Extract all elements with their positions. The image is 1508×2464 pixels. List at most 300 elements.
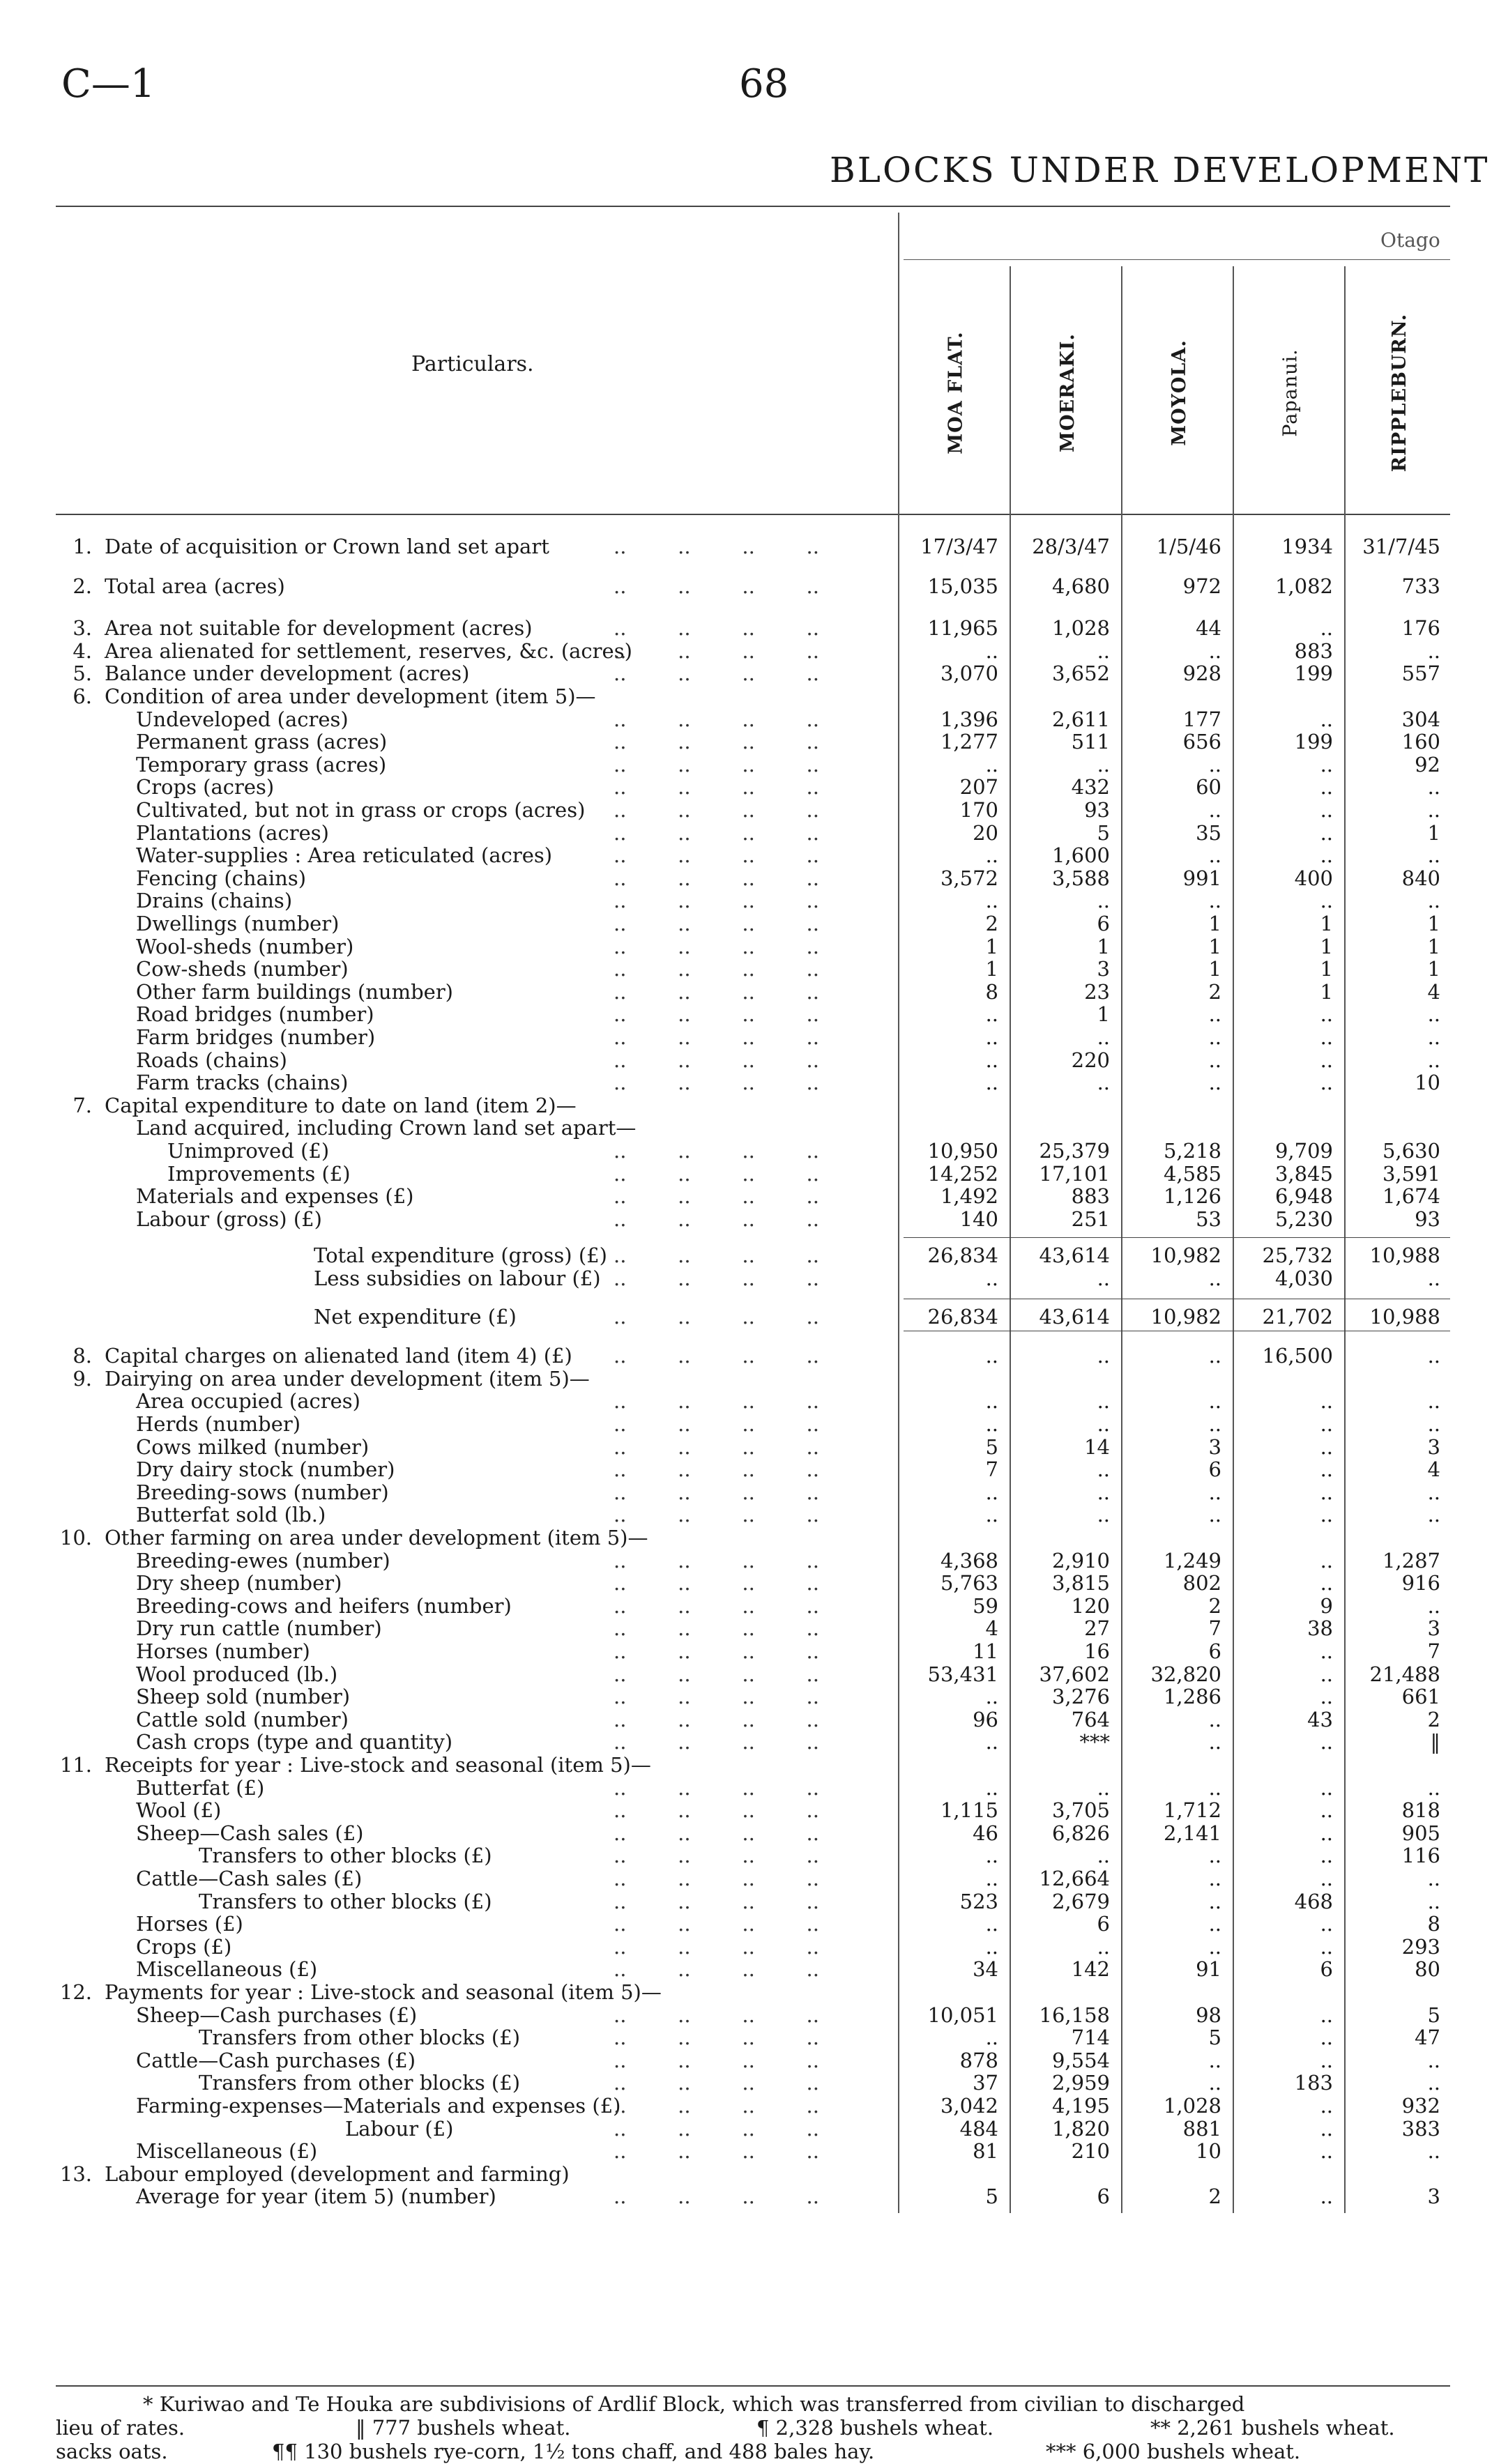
cell-value: ..	[1320, 2116, 1333, 2141]
table-row	[0, 889, 1508, 912]
cell-value: 3,591	[1382, 1161, 1440, 1186]
cell-value: ..	[1208, 1844, 1221, 1868]
total-rule	[904, 1237, 1450, 1238]
cell-value: 17/3/47	[920, 535, 998, 558]
item-number: 6.	[73, 684, 92, 708]
cell-value: ..	[985, 1844, 998, 1868]
row-label: Labour (gross) (£)	[136, 1207, 322, 1231]
cell-value: 928	[1182, 661, 1221, 686]
row-label: Unimproved (£)	[167, 1139, 330, 1163]
cell-value: ..	[1427, 1867, 1440, 1890]
cell-value: ..	[1208, 798, 1221, 822]
table-row	[0, 1140, 1508, 1162]
column-header-0: MOA FLAT.	[945, 331, 967, 454]
row-label: Roads (chains)	[136, 1048, 287, 1072]
leader-dots: .. .. .. ..	[614, 2116, 819, 2141]
row-label: Cash crops (type and quantity)	[136, 1730, 453, 1754]
cell-value: ..	[1208, 843, 1221, 868]
row-label: Road bridges (number)	[136, 1002, 374, 1027]
cell-value: ..	[1427, 2139, 1440, 2164]
cell-value: 4	[1427, 979, 1440, 1004]
cell-value: ..	[985, 638, 998, 663]
cell-value: ..	[1208, 1730, 1221, 1754]
row-label: Permanent grass (acres)	[136, 730, 388, 754]
cell-value: 4,585	[1163, 1161, 1221, 1186]
item-number: 8.	[73, 1344, 92, 1368]
table-row	[0, 1003, 1508, 1025]
leader-dots: .. .. .. ..	[614, 1867, 819, 1890]
row-label: Water-supplies : Area reticulated (acres)	[136, 843, 553, 868]
footnote-line-2a: lieu of rates.	[56, 2416, 185, 2440]
table-row	[0, 1368, 1508, 1390]
leader-dots: .. .. .. ..	[614, 1503, 819, 1527]
leader-dots: .. .. .. ..	[614, 661, 819, 686]
cell-value: ..	[985, 1730, 998, 1754]
row-label: Dry sheep (number)	[136, 1571, 342, 1596]
table-row	[0, 1617, 1508, 1639]
cell-value: 3,042	[940, 2094, 998, 2118]
cell-value: 10	[1415, 1071, 1440, 1095]
cell-value: 9	[1320, 1593, 1333, 1618]
leader-dots: .. .. .. ..	[614, 1662, 819, 1686]
cell-value: 31/7/45	[1362, 535, 1440, 558]
leader-dots: .. .. .. ..	[614, 866, 819, 890]
row-label: Wool produced (lb.)	[136, 1662, 338, 1686]
row-label: Area not suitable for development (acres)	[105, 616, 533, 641]
row-label: Date of acquisition or Crown land set apart	[105, 535, 549, 558]
cell-value: 511	[1071, 730, 1110, 754]
leader-dots: .. .. .. ..	[614, 1184, 819, 1209]
cell-value: 1	[1427, 912, 1440, 935]
table-row	[0, 1731, 1508, 1753]
row-label: Dry dairy stock (number)	[136, 1457, 395, 1482]
table-row	[0, 1071, 1508, 1094]
table-row	[0, 1163, 1508, 1185]
row-label: Total expenditure (gross) (£)	[314, 1244, 607, 1268]
table-row	[0, 1822, 1508, 1844]
cell-value: 1	[1320, 934, 1333, 958]
table-row	[0, 1685, 1508, 1708]
table-row	[0, 1663, 1508, 1685]
cell-value: 32,820	[1150, 1662, 1221, 1686]
cell-value: 160	[1401, 730, 1440, 754]
item-number: 3.	[73, 616, 92, 641]
cell-value: 176	[1401, 616, 1440, 641]
table-row	[0, 1208, 1508, 1230]
leader-dots: .. .. .. ..	[614, 798, 819, 822]
row-label: Cattle—Cash sales (£)	[136, 1867, 363, 1890]
cell-value: 1,286	[1163, 1685, 1221, 1709]
cell-value: 1,600	[1051, 843, 1110, 868]
leader-dots: .. .. .. ..	[614, 1304, 819, 1329]
cell-value: 16,158	[1039, 2003, 1110, 2027]
cell-value: ..	[1097, 1457, 1110, 1482]
table-row	[0, 935, 1508, 958]
cell-value: 7	[1208, 1616, 1221, 1641]
cell-value: ..	[1320, 1457, 1333, 1482]
leader-dots: .. .. .. ..	[614, 1548, 819, 1572]
leader-dots: .. .. .. ..	[614, 2094, 819, 2118]
cell-value: ..	[1320, 1434, 1333, 1459]
row-label: Miscellaneous (£)	[136, 2139, 318, 2164]
table-row	[0, 640, 1508, 662]
column-header-4: RIPPLEBURN.	[1389, 313, 1411, 473]
leader-dots: .. .. .. ..	[614, 1775, 819, 1800]
cell-value: 183	[1294, 2071, 1333, 2095]
cell-value: ..	[1427, 1503, 1440, 1527]
row-label: Sheep sold (number)	[136, 1685, 351, 1709]
cell-value: 3,588	[1051, 866, 1110, 890]
table-row	[0, 1049, 1508, 1071]
leader-dots: .. .. .. ..	[614, 730, 819, 754]
item-number: 9.	[73, 1366, 92, 1391]
cell-value: ..	[1427, 2071, 1440, 2095]
cell-value: ..	[1320, 1048, 1333, 1072]
cell-value: 220	[1071, 1048, 1110, 1072]
cell-value: ..	[985, 1685, 998, 1709]
cell-value: ..	[985, 1344, 998, 1368]
cell-value: ..	[1320, 2048, 1333, 2072]
table-row	[0, 1844, 1508, 1867]
table-row	[0, 1436, 1508, 1458]
cell-value: 7	[1427, 1639, 1440, 1663]
cell-value: 5	[1097, 820, 1110, 845]
row-label: Balance under development (acres)	[105, 661, 470, 686]
cell-value: ..	[985, 1267, 998, 1290]
table-row	[0, 2140, 1508, 2162]
cell-value: ..	[1427, 1025, 1440, 1049]
cell-value: ..	[985, 1412, 998, 1436]
leader-dots: .. .. .. ..	[614, 1934, 819, 1959]
cell-value: 44	[1196, 616, 1221, 641]
cell-value: 2	[985, 912, 998, 935]
leader-dots: .. .. .. ..	[614, 1730, 819, 1754]
cell-value: 7	[985, 1457, 998, 1482]
row-label: Other farm buildings (number)	[136, 979, 453, 1004]
cell-value: 6	[1208, 1639, 1221, 1663]
cell-value: ..	[1097, 1412, 1110, 1436]
cell-value: 2,141	[1163, 1821, 1221, 1845]
cell-value: ..	[1097, 1071, 1110, 1095]
cell-value: 6	[1320, 1957, 1333, 1982]
table-row	[0, 2072, 1508, 2094]
cell-value: ..	[1320, 752, 1333, 776]
row-label: Breeding-cows and heifers (number)	[136, 1593, 512, 1618]
cell-value: 9,709	[1274, 1139, 1333, 1163]
cell-value: 25,732	[1262, 1244, 1333, 1268]
item-number: 2.	[73, 574, 92, 598]
cell-value: 3	[1097, 957, 1110, 981]
leader-dots: .. .. .. ..	[614, 2139, 819, 2164]
cell-value: ..	[985, 1002, 998, 1027]
table-row	[0, 1390, 1508, 1412]
leader-dots: .. .. .. ..	[614, 1798, 819, 1823]
cell-value: 656	[1182, 730, 1221, 754]
row-label: Capital expenditure to date on land (item 2)—	[105, 1093, 577, 1117]
cell-value: 91	[1196, 1957, 1221, 1982]
cell-value: ..	[1097, 1844, 1110, 1868]
cell-value: 81	[973, 2139, 998, 2164]
cell-value: 2,959	[1051, 2071, 1110, 2095]
cell-value: ..	[1208, 889, 1221, 913]
cell-value: 1,820	[1051, 2116, 1110, 2141]
cell-value: 142	[1071, 1957, 1110, 1982]
row-label: Dry run cattle (number)	[136, 1616, 382, 1641]
cell-value: 1	[1427, 957, 1440, 981]
footnote-line-2b: ‖ 777 bushels wheat.	[356, 2416, 571, 2440]
table-row	[0, 844, 1508, 866]
cell-value: 1,674	[1382, 1184, 1440, 1209]
table-row	[0, 1913, 1508, 1935]
table-row	[0, 2185, 1508, 2207]
row-label: Farm tracks (chains)	[136, 1071, 349, 1095]
row-label: Dwellings (number)	[136, 912, 340, 935]
row-label: Payments for year : Live-stock and seasonal (item 5)—	[105, 1980, 662, 2004]
cell-value: ‖	[1430, 1730, 1440, 1754]
cell-value: 916	[1401, 1571, 1440, 1596]
table-row	[0, 617, 1508, 639]
cell-value: ..	[1320, 820, 1333, 845]
table-row	[0, 1708, 1508, 1731]
cell-value: ..	[985, 1503, 998, 1527]
cell-value: 6,948	[1274, 1184, 1333, 1209]
leader-dots: .. .. .. ..	[614, 2003, 819, 2027]
table-row	[0, 1958, 1508, 1980]
leader-dots: .. .. .. ..	[614, 912, 819, 935]
row-label: Transfers to other blocks (£)	[199, 1844, 492, 1868]
cell-value: ..	[1320, 1934, 1333, 1959]
cell-value: 92	[1415, 752, 1440, 776]
cell-value: 1	[1097, 934, 1110, 958]
cell-value: 304	[1401, 707, 1440, 731]
cell-value: 3,276	[1051, 1685, 1110, 1709]
cell-value: ..	[1097, 1025, 1110, 1049]
cell-value: 3	[1427, 1434, 1440, 1459]
table-row	[0, 1595, 1508, 1617]
leader-dots: .. .. .. ..	[614, 1821, 819, 1845]
leader-dots: .. .. .. ..	[614, 775, 819, 799]
table-row	[0, 2004, 1508, 2026]
cell-value: 93	[1415, 1207, 1440, 1231]
cell-value: 93	[1084, 798, 1110, 822]
cell-value: ..	[1208, 1889, 1221, 1913]
cell-value: 3,705	[1051, 1798, 1110, 1823]
cell-value: 5,218	[1163, 1139, 1221, 1163]
cell-value: 4,195	[1051, 2094, 1110, 2118]
cell-value: ..	[1320, 616, 1333, 641]
cell-value: ..	[1320, 1071, 1333, 1095]
cell-value: 80	[1415, 1957, 1440, 1982]
leader-dots: .. .. .. ..	[614, 752, 819, 776]
cell-value: ..	[985, 752, 998, 776]
cell-value: ..	[1097, 889, 1110, 913]
cell-value: ..	[1208, 1707, 1221, 1731]
cell-value: ..	[1097, 752, 1110, 776]
cell-value: 5	[985, 2184, 998, 2209]
cell-value: ..	[1320, 1503, 1333, 1527]
cell-value: 661	[1401, 1685, 1440, 1709]
row-label: Dairying on area under development (item 5)—	[105, 1366, 590, 1391]
cell-value: ..	[1208, 2048, 1221, 2072]
row-label: Capital charges on alienated land (item 4) (£)	[105, 1344, 572, 1368]
cell-value: 972	[1182, 574, 1221, 598]
cell-value: 1,126	[1163, 1184, 1221, 1209]
cell-value: 5,230	[1274, 1207, 1333, 1231]
header-rule	[56, 514, 1450, 515]
leader-dots: .. .. .. ..	[614, 1344, 819, 1368]
cell-value: ..	[985, 1480, 998, 1504]
cell-value: 1	[1208, 912, 1221, 935]
cell-value: 1	[1208, 934, 1221, 958]
table-row	[0, 2095, 1508, 2117]
cell-value: 5	[985, 1434, 998, 1459]
cell-value: 1,082	[1274, 574, 1333, 598]
leader-dots: .. .. .. ..	[614, 616, 819, 641]
row-label: Area occupied (acres)	[136, 1389, 360, 1414]
table-row	[0, 535, 1508, 558]
cell-value: 1,277	[940, 730, 998, 754]
leader-dots: .. .. .. ..	[614, 1616, 819, 1641]
cell-value: 4	[1427, 1457, 1440, 1482]
region-rule	[904, 259, 1450, 260]
cell-value: ..	[1097, 1344, 1110, 1368]
leader-dots: .. .. .. ..	[614, 1267, 819, 1290]
table-row	[0, 1503, 1508, 1526]
row-label: Breeding-sows (number)	[136, 1480, 389, 1504]
table-row	[0, 1267, 1508, 1290]
cell-value: 1	[1320, 912, 1333, 935]
cell-value: 6	[1097, 912, 1110, 935]
cell-value: 5,630	[1382, 1139, 1440, 1163]
cell-value: 16	[1084, 1639, 1110, 1663]
cell-value: 3,070	[940, 661, 998, 686]
cell-value: 251	[1071, 1207, 1110, 1231]
cell-value: ..	[1208, 1503, 1221, 1527]
cell-value: 60	[1196, 775, 1221, 799]
cell-value: 210	[1071, 2139, 1110, 2164]
item-number: 13.	[59, 2161, 92, 2186]
cell-value: 1,287	[1382, 1548, 1440, 1572]
leader-dots: .. .. .. ..	[614, 1912, 819, 1936]
cell-value: ..	[1097, 638, 1110, 663]
leader-dots: .. .. .. ..	[614, 1639, 819, 1663]
row-label: Undeveloped (acres)	[136, 707, 349, 731]
cell-value: 3	[1427, 2184, 1440, 2209]
doc-ref: C—1	[61, 61, 155, 107]
cell-value: 2	[1208, 2184, 1221, 2209]
item-number: 1.	[73, 535, 92, 558]
cell-value: 11,965	[927, 616, 998, 641]
cell-value: 2	[1208, 1593, 1221, 1618]
row-label: Net expenditure (£)	[314, 1304, 517, 1329]
cell-value: ..	[1320, 1798, 1333, 1823]
cell-value: 1,249	[1163, 1548, 1221, 1572]
cell-value: ..	[1320, 707, 1333, 731]
cell-value: ..	[1427, 1593, 1440, 1618]
cell-value: ..	[1320, 1867, 1333, 1890]
cell-value: ..	[1320, 1730, 1333, 1754]
cell-value: ..	[1208, 1002, 1221, 1027]
row-label: Materials and expenses (£)	[136, 1184, 414, 1209]
cell-value: ..	[1427, 1775, 1440, 1800]
table-row	[0, 730, 1508, 753]
row-label: Miscellaneous (£)	[136, 1957, 318, 1982]
cell-value: 16,500	[1262, 1344, 1333, 1368]
cell-value: 3,572	[940, 866, 998, 890]
cell-value: ..	[1208, 752, 1221, 776]
row-label: Temporary grass (acres)	[136, 752, 387, 776]
table-row	[0, 2118, 1508, 2140]
cell-value: ..	[1208, 1071, 1221, 1095]
cell-value: 991	[1182, 866, 1221, 890]
leader-dots: .. .. .. ..	[614, 957, 819, 981]
row-label: Cattle sold (number)	[136, 1707, 349, 1731]
cell-value: 170	[959, 798, 998, 822]
leader-dots: .. .. .. ..	[614, 535, 819, 558]
cell-value: 1	[1097, 1002, 1110, 1027]
row-label: Labour employed (development and farming)	[105, 2161, 570, 2186]
cell-value: ..	[1320, 2094, 1333, 2118]
cell-value: ..	[985, 1389, 998, 1414]
cell-value: ..	[1320, 1912, 1333, 1936]
cell-value: ..	[1320, 1002, 1333, 1027]
cell-value: 6	[1208, 1457, 1221, 1482]
table-row	[0, 867, 1508, 889]
row-label: Fencing (chains)	[136, 866, 307, 890]
row-label: Transfers from other blocks (£)	[199, 2026, 521, 2050]
row-label: Breeding-ewes (number)	[136, 1548, 390, 1572]
cell-value: ..	[1427, 1889, 1440, 1913]
cell-value: 23	[1084, 979, 1110, 1004]
cell-value: ..	[985, 1934, 998, 1959]
table-row	[0, 1306, 1508, 1328]
cell-value: 1	[1208, 957, 1221, 981]
cell-value: ..	[1427, 2048, 1440, 2072]
table-row	[0, 2026, 1508, 2049]
cell-value: 14	[1084, 1434, 1110, 1459]
cell-value: ..	[1427, 1412, 1440, 1436]
cell-value: 6,826	[1051, 1821, 1110, 1845]
row-label: Less subsidies on labour (£)	[314, 1267, 601, 1290]
cell-value: ..	[1427, 1480, 1440, 1504]
cell-value: 1	[1320, 957, 1333, 981]
cell-value: 11	[973, 1639, 998, 1663]
cell-value: 468	[1294, 1889, 1333, 1913]
footnote-line-2c: ¶ 2,328 bushels wheat.	[756, 2416, 994, 2440]
leader-dots: .. .. .. ..	[614, 2026, 819, 2050]
table-row	[0, 1117, 1508, 1139]
cell-value: 59	[973, 1593, 998, 1618]
cell-value: ..	[1320, 1389, 1333, 1414]
leader-dots: .. .. .. ..	[614, 1889, 819, 1913]
cell-value: 17,101	[1039, 1161, 1110, 1186]
cell-value: ..	[1097, 1503, 1110, 1527]
cell-value: 43	[1307, 1707, 1333, 1731]
cell-value: ..	[1320, 1821, 1333, 1845]
cell-value: ..	[1427, 638, 1440, 663]
cell-value: ..	[1320, 2003, 1333, 2027]
cell-value: ..	[1208, 2071, 1221, 2095]
table-row	[0, 1094, 1508, 1117]
row-label: Cow-sheds (number)	[136, 957, 349, 981]
particulars-heading: Particulars.	[411, 352, 534, 376]
table-row	[0, 1640, 1508, 1662]
row-label: Transfers to other blocks (£)	[199, 1889, 492, 1913]
cell-value: 120	[1071, 1593, 1110, 1618]
row-label: Sheep—Cash sales (£)	[136, 1821, 364, 1845]
cell-value: 840	[1401, 866, 1440, 890]
cell-value: 932	[1401, 2094, 1440, 2118]
